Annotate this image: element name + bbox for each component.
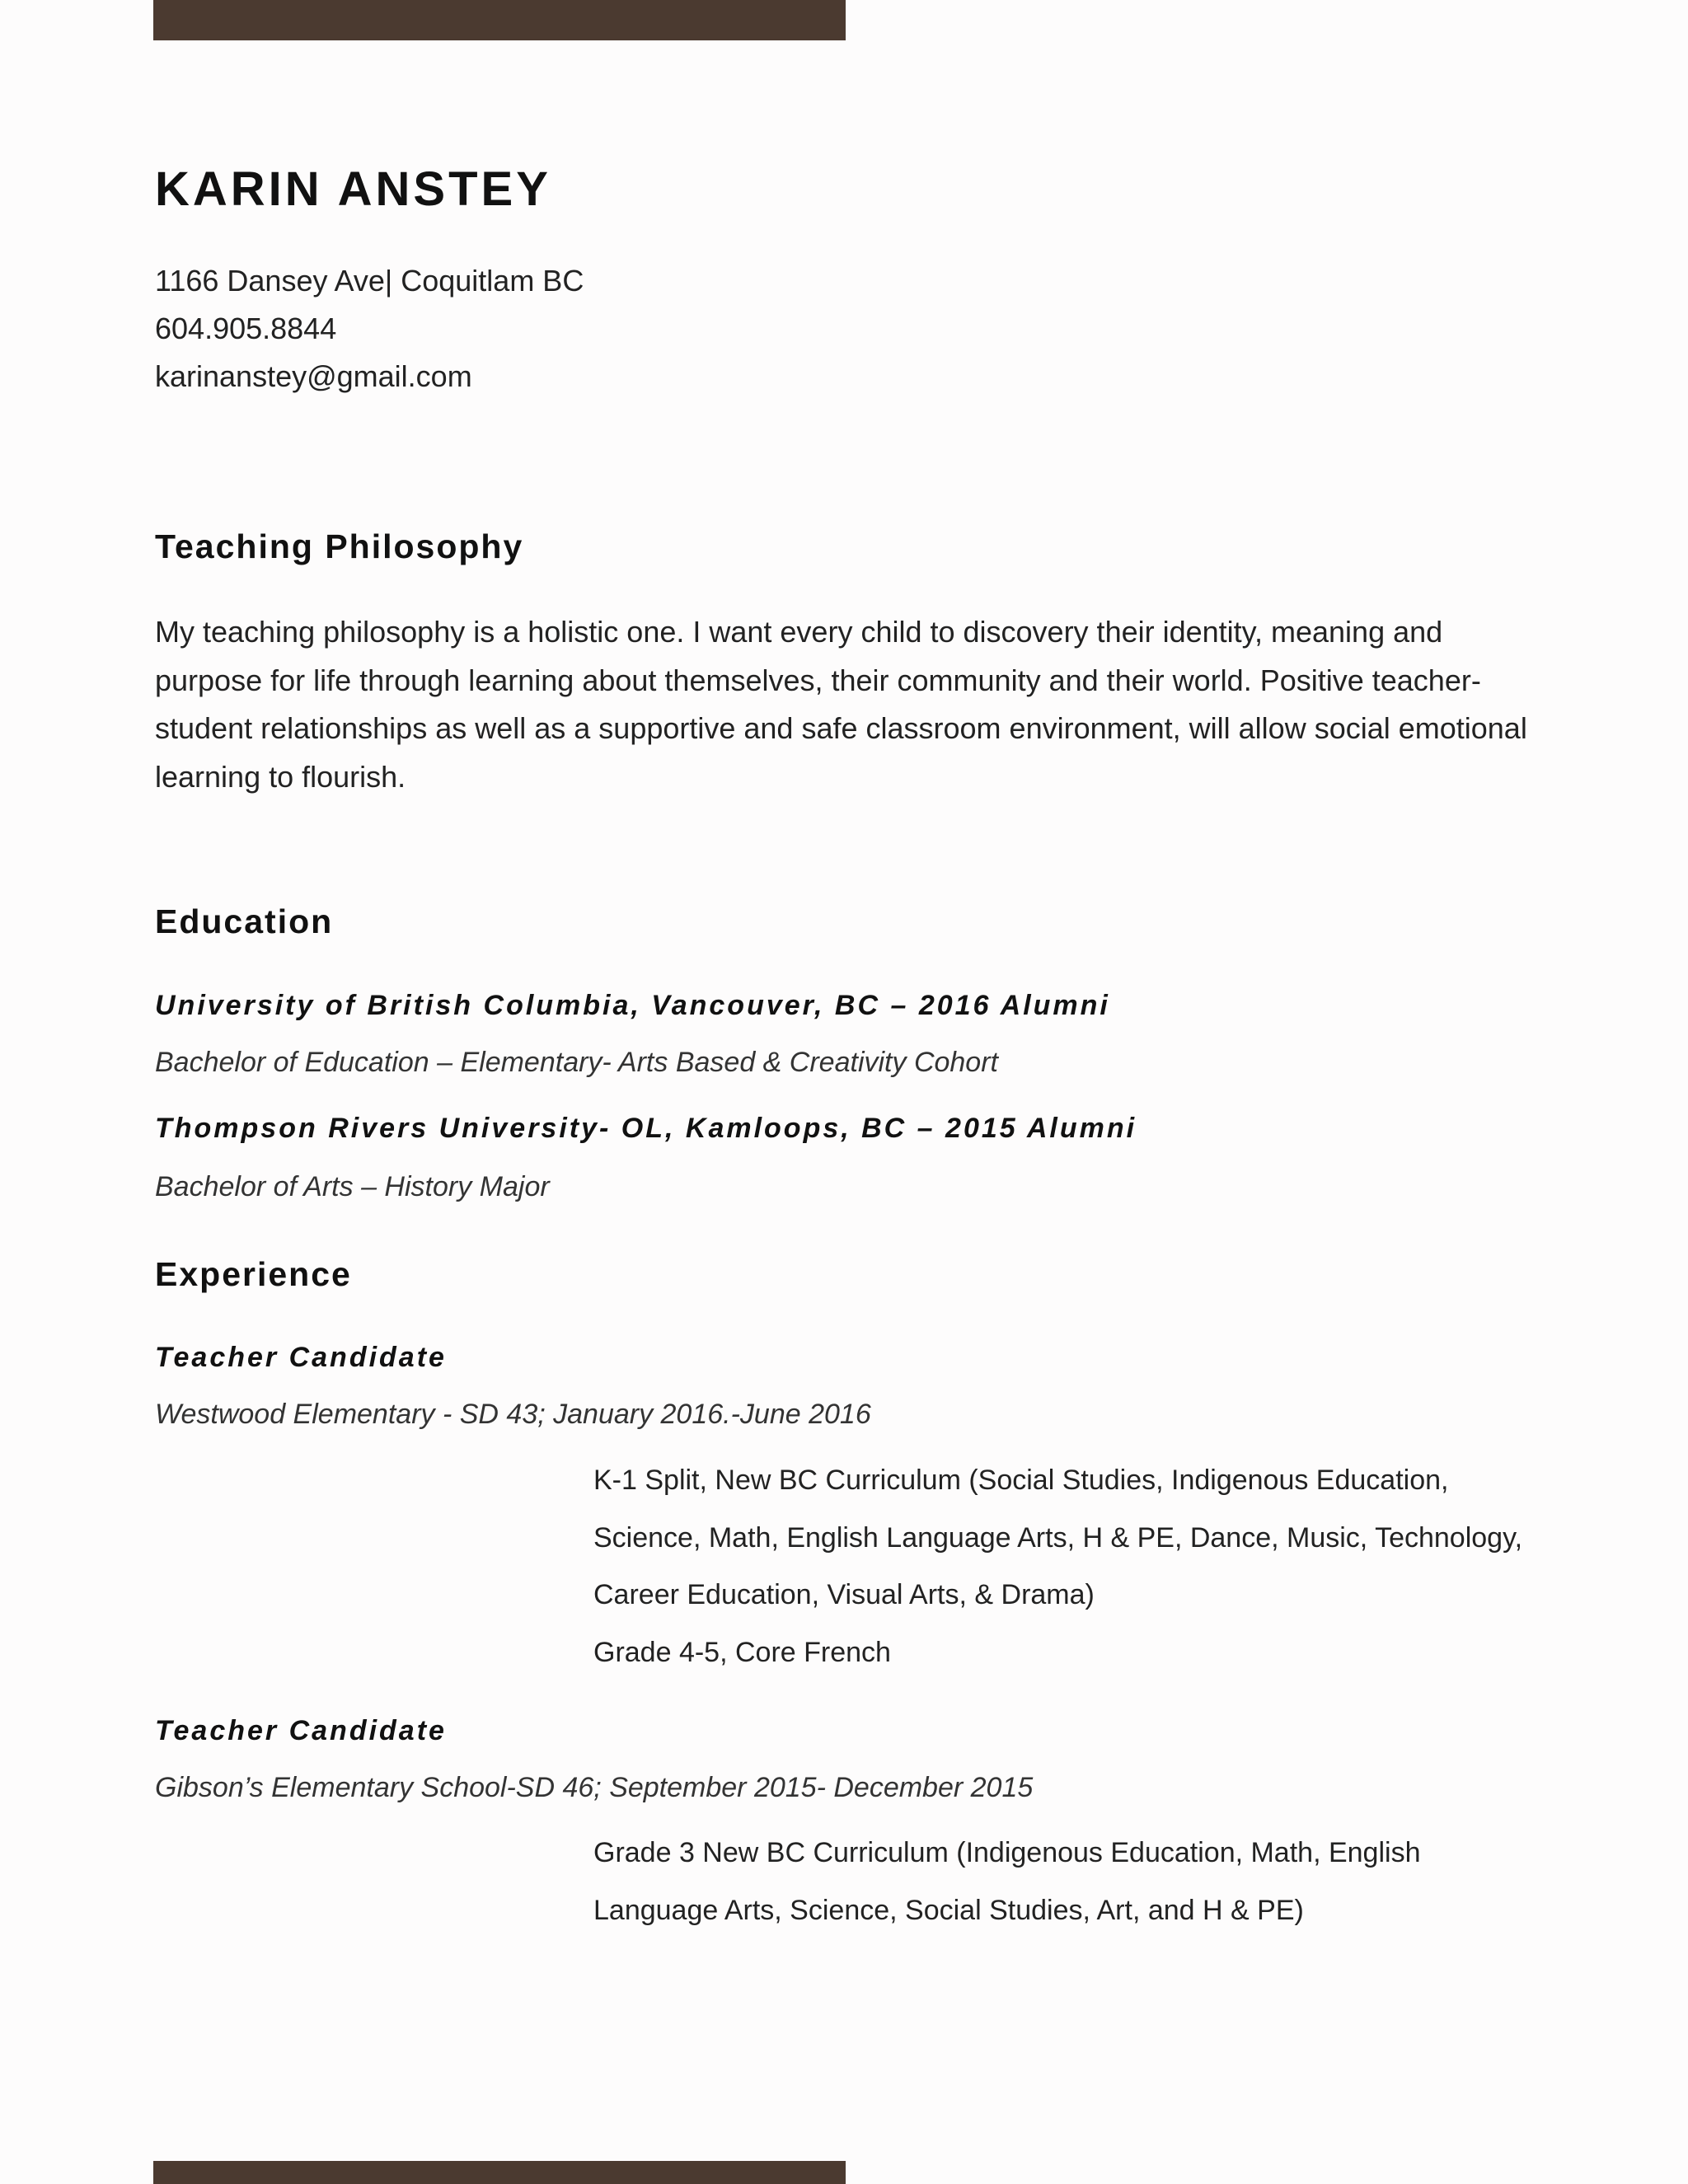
- top-accent-bar: [153, 0, 846, 40]
- detail-line: K-1 Split, New BC Curriculum (Social Studies, Indigenous Education,: [593, 1465, 1449, 1496]
- education-degree: Bachelor of Arts – History Major: [155, 1171, 550, 1202]
- detail-line: Grade 3 New BC Curriculum (Indigenous Education, Math, English: [593, 1837, 1421, 1868]
- experience-title: Teacher Candidate: [155, 1715, 447, 1746]
- education-degree: Bachelor of Education – Elementary- Arts Based & Creativity Cohort: [155, 1047, 998, 1078]
- phone-number: 604.905.8844: [155, 312, 337, 345]
- address: 1166 Dansey Ave| Coquitlam BC: [155, 264, 584, 298]
- bottom-accent-bar: [153, 2161, 846, 2184]
- experience-place: Gibson’s Elementary School-SD 46; September 2015- December 2015: [155, 1772, 1034, 1803]
- philosophy-heading: Teaching Philosophy: [155, 527, 524, 565]
- contact-info: [155, 257, 584, 401]
- email-address: karinanstey@gmail.com: [155, 359, 472, 393]
- detail-line: Language Arts, Science, Social Studies, Art, and H & PE): [593, 1894, 1304, 1926]
- experience-details: [593, 1452, 1522, 1681]
- detail-line: Career Education, Visual Arts, & Drama): [593, 1579, 1095, 1610]
- experience-details: [593, 1825, 1420, 1939]
- philosophy-text: My teaching philosophy is a holistic one. I want every child to discovery their identity, meaning and purpose for life through learning about themselves, their community and their world. Positive teacher-student relationships as well as a supportive and safe classroom environment, will allow social emotional learning to flourish.: [155, 615, 1527, 794]
- education-institution: Thompson Rivers University- OL, Kamloops, BC – 2015 Alumni: [155, 1113, 1137, 1144]
- experience-heading: Experience: [155, 1255, 352, 1293]
- detail-line: Science, Math, English Language Arts, H & PE, Dance, Music, Technology,: [593, 1521, 1523, 1554]
- candidate-name: KARIN ANSTEY: [155, 162, 551, 216]
- detail-line: Grade 4-5, Core French: [593, 1636, 891, 1668]
- experience-place: Westwood Elementary - SD 43; January 2016.-June 2016: [155, 1399, 871, 1430]
- experience-title: Teacher Candidate: [155, 1342, 447, 1373]
- education-heading: Education: [155, 902, 334, 940]
- education-institution: University of British Columbia, Vancouver, BC – 2016 Alumni: [155, 990, 1110, 1021]
